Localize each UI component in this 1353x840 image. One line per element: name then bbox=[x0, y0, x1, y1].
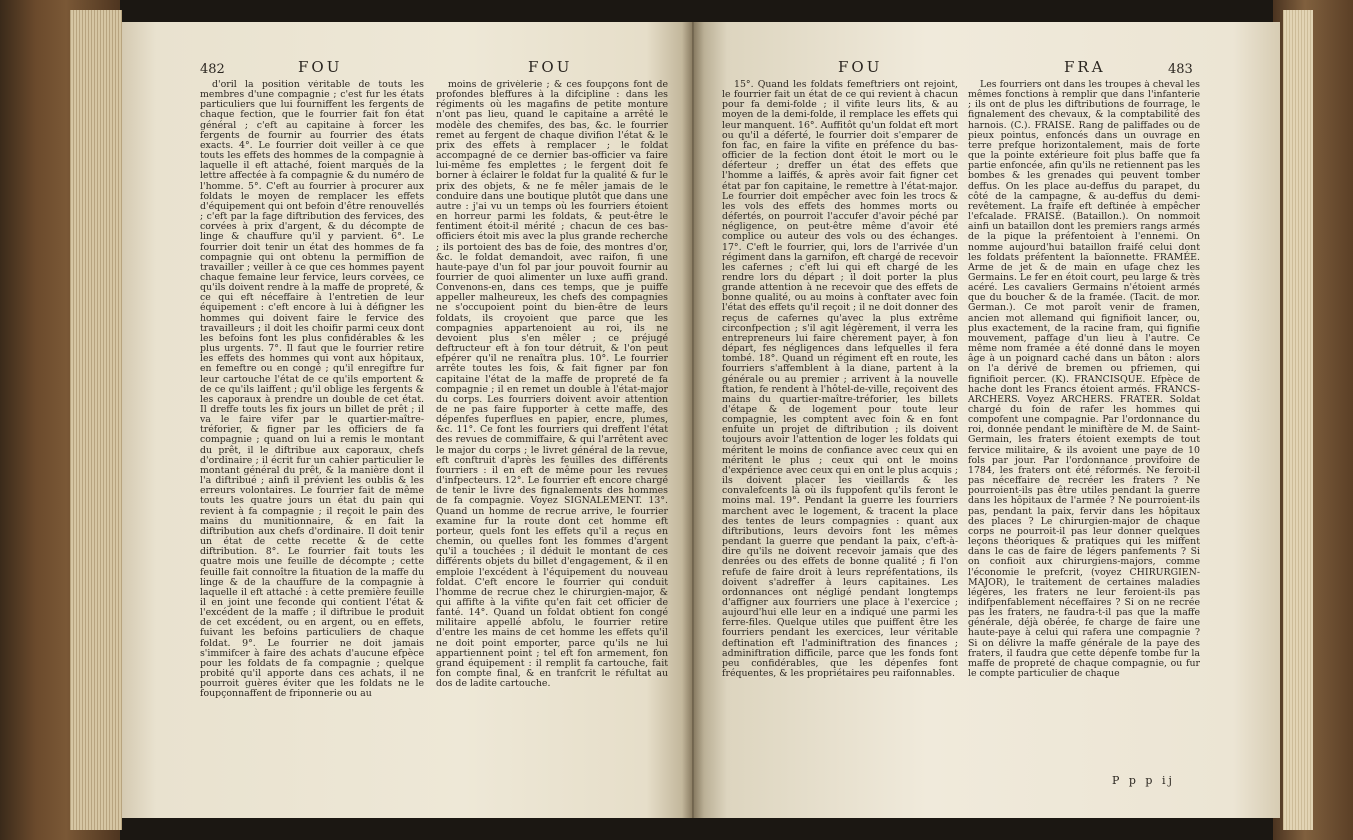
page-number: 483 bbox=[1168, 62, 1193, 77]
column-text: 15°. Quand les foldats femeftriers ont rejoint, le fourrier fait un état de ce qui revient à chacun pour fa demi-folde ; il vifite leurs lits, & au moyen de la demi-folde, il remplace les effets qui leur manquent. 16°. Auffitôt qu'un foldat eft mort ou qu'il a déferté, le fourrier doit s'emparer de fon fac, en faire la vifite en préfence du bas-officier de la fection dont étoit le mort ou le déferteur ; dreffer un état des effets que l'homme a laiffés, & après avoir fait figner cet état par fon capitaine, le remettre à l'état-major. Le fourrier doit empêcher avec foin les trocs & les vols des effets des hommes morts ou défertés, on pourroit l'accufer d'avoir péché par négligence, on peut-être même d'avoir été complice ou auteur des vols ou des échanges. 17°. C'eft le fourrier, qui, lors de l'arrivée d'un régiment dans la garnifon, eft chargé de recevoir les cafernes ; c'eft lui qui eft chargé de les rendre lors du départ ; il doit porter la plus grande attention à ne recevoir que des effets de bonne qualité, ou au moins à conftater avec foin l'état des effets qu'il reçoit ; il ne doit donner des reçus de cafernes qu'avec la plus extrême circonfpection ; s'il agit légèrement, il verra les entrepreneurs lui faire chèrement payer, à fon départ, fes négligences dans lefquelles il fera tombé. 18°. Quand un régiment eft en route, les fourriers s'affemblent à la diane, partent à la générale ou au premier ; arrivent à la nouvelle ftation, fe rendent à l'hôtel-de-ville, reçoivent des mains du quartier-maître-tréforier, les billets d'étape & de logement pour toute leur compagnie, les comptent avec foin & en font enfuite un projet de diftribution ; ils doivent toujours avoir l'attention de loger les foldats qui méritent le moins de confiance avec ceux qui en méritent le plus ; ceux qui ont le moins d'expérience avec ceux qui en ont le plus acquis ; ils doivent placer les vieillards & les convalefcents là où ils fuppofent qu'ils feront le moins mal. 19°. Pendant la guerre les fourriers marchent avec le logement, & tracent la place des tentes de leurs compagnies : quant aux diftributions, leurs devoirs font les mêmes pendant la guerre que pendant la paix, c'eft-à-dire qu'ils ne doivent recevoir jamais que des denrées ou des effets de bonne qualité ; fi l'on refufe de faire droit à leurs repréfentations, ils doivent s'adreffer à leurs capitaines. Les ordonnances ont négligé pendant longtemps d'affigner aux fourriers une place à l'exercice ; aujourd'hui elle leur en a indiqué une parmi les ferre-files. Quelque utiles que puiffent être les fourriers pendant les exercices, leur véritable deftination eft l'adminiftration des finances ; adminiftration difficile, parce que les fonds font peu confidérables, que les dépenfes font fréquentes, & les propriétaires peu raifonnables. bbox=[722, 80, 958, 680]
running-header-left: FOU bbox=[838, 58, 883, 76]
page-edges-left bbox=[70, 10, 122, 830]
running-header-right: FOU bbox=[528, 58, 573, 76]
running-header-left: FOU bbox=[298, 58, 343, 76]
text-column-2 bbox=[436, 80, 668, 800]
signature-mark: P p p ij bbox=[1112, 774, 1175, 787]
column-text: Les fourriers ont dans les troupes à cheval les mêmes fonctions à remplir que dans l'infanterie ; ils ont de plus les diftributions de fourrage, le fignalement des chevaux, & la comptabilité des harnois. (C.). FRAISE. Rang de paliffades ou de pieux pointus, enfoncés dans un ouvrage en terre prefque horizontalement, mais de forte que la pointe extérieure foit plus baffe que fa partie enfoncée, afin qu'ils ne retiennent pas les bombes & les grenades qui peuvent tomber deffus. On les place au-deffus du parapet, du côté de la campagne, & au-deffus du demi-revêtement. La fraife eft deftinée à empêcher l'efcalade. FRAISÉ. (Bataillon.). On nommoit ainfi un bataillon dont les premiers rangs armés de la pique la préfentoient à l'ennemi. On nomme aujourd'hui bataillon fraifé celui dont les foldats préfentent la baïonnette. FRAMÉE. Arme de jet & de main en ufage chez les Germains. Le fer en étoit court, peu large & très acéré. Les cavaliers Germains n'étoient armés que du boucher & de la framée. (Tacit. de mor. German.). Ce mot paroît venir de framen, ancien mot allemand qui fignifioit lancer, ou, plus exactement, de la racine fram, qui fignifie mouvement, paffage d'un lieu à l'autre. Ce même nom framée a été donné dans le moyen âge à un poignard caché dans un bâton : alors on l'a dérivé de bremen ou pfriemen, qui fignifioit percer. (K). FRANCISQUE. Efpèce de hache dont les Francs étoient armés. FRANCS-ARCHERS. Voyez ARCHERS. FRATER. Soldat chargé du foin de rafer les hommes qui compofent une compagnie. Par l'ordonnance du roi, donnée pendant le miniftère de M. de Saint-Germain, les fraters étoient exempts de tout fervice militaire, & ils avoient une paye de 10 fols par jour. Par l'ordonnance provifoire de 1784, les fraters ont été réformés. Ne feroit-il pas néceffaire de recréer les fraters ? Ne pourroient-ils pas être utiles pendant la guerre dans les hôpitaux de l'armée ? Ne pourroient-ils pas, pendant la paix, fervir dans les hôpitaux des places ? Le chirurgien-major de chaque corps ne pourroit-il pas leur donner quelques leçons théoriques & pratiques qui les miffent dans le cas de faire de légers panfements ? Si on confioit aux chirurgiens-majors, comme l'économie le prefcrit, (voyez CHIRURGIEN-MAJOR), le traitement de certaines maladies légères, les fraters ne leur feroient-ils pas indifpenfablement néceffaires ? Si on ne recrée pas les fraters, ne faudra-t-il pas que la maffe générale, déjà obérée, fe charge de faire une haute-paye à celui qui rafera une compagnie ? Si on délivre la maffe générale de la paye des fraters, il faudra que cette dépenfe tombe fur la maffe de propreté de chaque compagnie, ou fur le compte particulier de chaque bbox=[968, 80, 1200, 680]
text-column-1 bbox=[200, 80, 424, 800]
book-gutter bbox=[682, 22, 704, 818]
running-header-right: FRA bbox=[1064, 58, 1106, 76]
text-column-1 bbox=[722, 80, 958, 800]
text-column-2 bbox=[968, 80, 1200, 800]
page-edges-right bbox=[1283, 10, 1313, 830]
left-page bbox=[122, 22, 692, 818]
page-number: 482 bbox=[200, 62, 225, 77]
column-text: d'oril la position véritable de touts les membres d'une compagnie ; c'est fur les états particuliers que lui fourniffent les fergents de chaque fection, que le fourrier fait fon état général ; c'eft au capitaine à forcer les fergents de fournir au fourrier des états exacts. 4°. Le fourrier doit veiller à ce que touts les effets des hommes de la compagnie à laquelle il eft attaché, foient marqués de la lettre affectée à fa compagnie & du numéro de l'homme. 5°. C'eft au fourrier à procurer aux foldats le moyen de remplacer les effets d'équipement qui ont befoin d'être renouvellés ; c'eft par la fage diftribution des fervices, des corvées à prix d'argent, & du décompte de linge & chauffure qu'il y parvient. 6°. Le fourrier doit tenir un état des hommes de fa compagnie qui ont obtenu la permiffion de travailler ; veiller à ce que ces hommes payent chaque femaine leur fervice, leurs corvées, ce qu'ils doivent rendre à la maffe de propreté, & ce qui eft néceffaire à l'entretien de leur équipement : c'eft encore à lui à défigner les hommes qui doivent faire le fervice des travailleurs ; il doit les choifir parmi ceux dont les befoins font les plus confidérables & les plus urgents. 7°. Il faut que le fourrier retire les effets des hommes qui vont aux hôpitaux, en femeftre ou en congé ; qu'il enregiftre fur leur cartouche l'état de ce qu'ils emportent & de ce qu'ils laiffent ; qu'il oblige les fergents & les caporaux à prendre un double de cet état. Il dreffe touts les fix jours un billet de prêt ; il va le faire vifer par le quartier-maître-tréforier, & figner par les officiers de fa compagnie ; quand on lui a remis le montant du prêt, il le diftribue aux caporaux, chefs d'ordinaire ; il écrit fur un cahier particulier le montant général du prêt, & la manière dont il l'a diftribué ; ainfi il prévient les oublis & les erreurs volontaires. Le fourrier fait de même touts les quatre jours un état du pain qui revient à fa compagnie ; il reçoit le pain des mains du munitionnaire, & en fait la diftribution aux chefs d'ordinaire. Il doit tenir un état de cette recette & de cette diftribution. 8°. Le fourrier fait touts les quatre mois une feuille de décompte ; cette feuille fait connoître la fituation de la maffe du linge & de la chauffure de la compagnie à laquelle il eft attaché : à cette première feuille il en joint une feconde qui contient l'état & l'excédent de la maffe ; il diftribue le produit de cet excédent, ou en argent, ou en effets, fuivant les befoins particuliers de chaque foldat. 9°. Le fourrier ne doit jamais s'immifcer à faire des achats d'aucune efpèce pour les foldats de fa compagnie ; quelque probité qu'il apporte dans ces achats, il ne pourroit guères éviter que les foldats ne le foupçonnaffent de friponnerie ou au bbox=[200, 80, 424, 700]
column-text: moins de grivèlerie ; & ces foupçons font de profondes bleffures à la difcipline : dans les régiments où les magafins de petite monture n'ont pas lieu, quand le capitaine a arrêté le modèle des chemifes, des bas, &c. le fourrier remet au fergent de chaque divifion l'état & le prix des effets à remplacer ; le foldat accompagné de ce dernier bas-officier va faire lui-même fes emplettes ; le fergent doit fe borner à éclairer le foldat fur la qualité & fur le prix des objets, & ne fe mêler jamais de le conduire dans une boutique plutôt que dans une autre : j'ai vu un temps où les fourriers étoient en horreur parmi les foldats, & peut-être le fentiment étoit-il mérité ; chacun de ces bas-officiers étoit mis avec la plus grande recherche ; ils portoient des bas de foie, des montres d'or, &c. le foldat demandoit, avec raifon, fi une haute-paye d'un fol par jour pouvoit fournir au fourrier de quoi alimenter un luxe auffi grand. Convenons-en, dans ces temps, que je puiffe appeller malheureux, les chefs des compagnies ne s'occupoient point du bien-être de leurs foldats, ils croyoient que parce que les compagnies appartenoient au roi, ils ne devoient plus s'en mêler ; ce préjugé deftructeur eft à fon tour détruit, & l'on peut efpérer qu'il ne renaîtra plus. 10°. Le fourrier arrête toutes les fois, & fait figner par fon capitaine l'état de la maffe de propreté de fa compagnie ; il en remet un double à l'état-major du corps. Les fourriers doivent avoir attention de ne pas faire fupporter à cette maffe, des dépenfes fuperflues en papier, encre, plumes, &c. 11°. Ce font les fourriers qui dreffent l'état des revues de commiffaire, & qui l'arrêtent avec le major du corps ; le livret général de la revue, eft conftruit d'après les feuilles des différents fourriers : il en eft de même pour les revues d'infpecteurs. 12°. Le fourrier eft encore chargé de tenir le livre des fignalements des hommes de fa compagnie. Voyez SIGNALEMENT. 13°. Quand un homme de recrue arrive, le fourrier examine fur la route dont cet homme eft porteur, quels font les effets qu'il a reçus en chemin, ou quelles font les fommes d'argent qu'il a touchées ; il déduit le montant de ces différents objets du billet d'engagement, & il en emploie l'excédent à l'équipement du nouveau foldat. C'eft encore le fourrier qui conduit l'homme de recrue chez le chirurgien-major, & qui affifte à la vifite qu'en fait cet officier de fanté. 14°. Quand un foldat obtient fon congé militaire appellé abfolu, le fourrier retire d'entre les mains de cet homme les effets qu'il ne doit point emporter, parce qu'ils ne lui appartiennent point ; tel eft fon armement, fon grand équipement : il remplit fa cartouche, fait fon compte final, & en tranfcrit le réfultat au dos de ladite cartouche. bbox=[436, 80, 668, 690]
right-page bbox=[692, 22, 1280, 818]
